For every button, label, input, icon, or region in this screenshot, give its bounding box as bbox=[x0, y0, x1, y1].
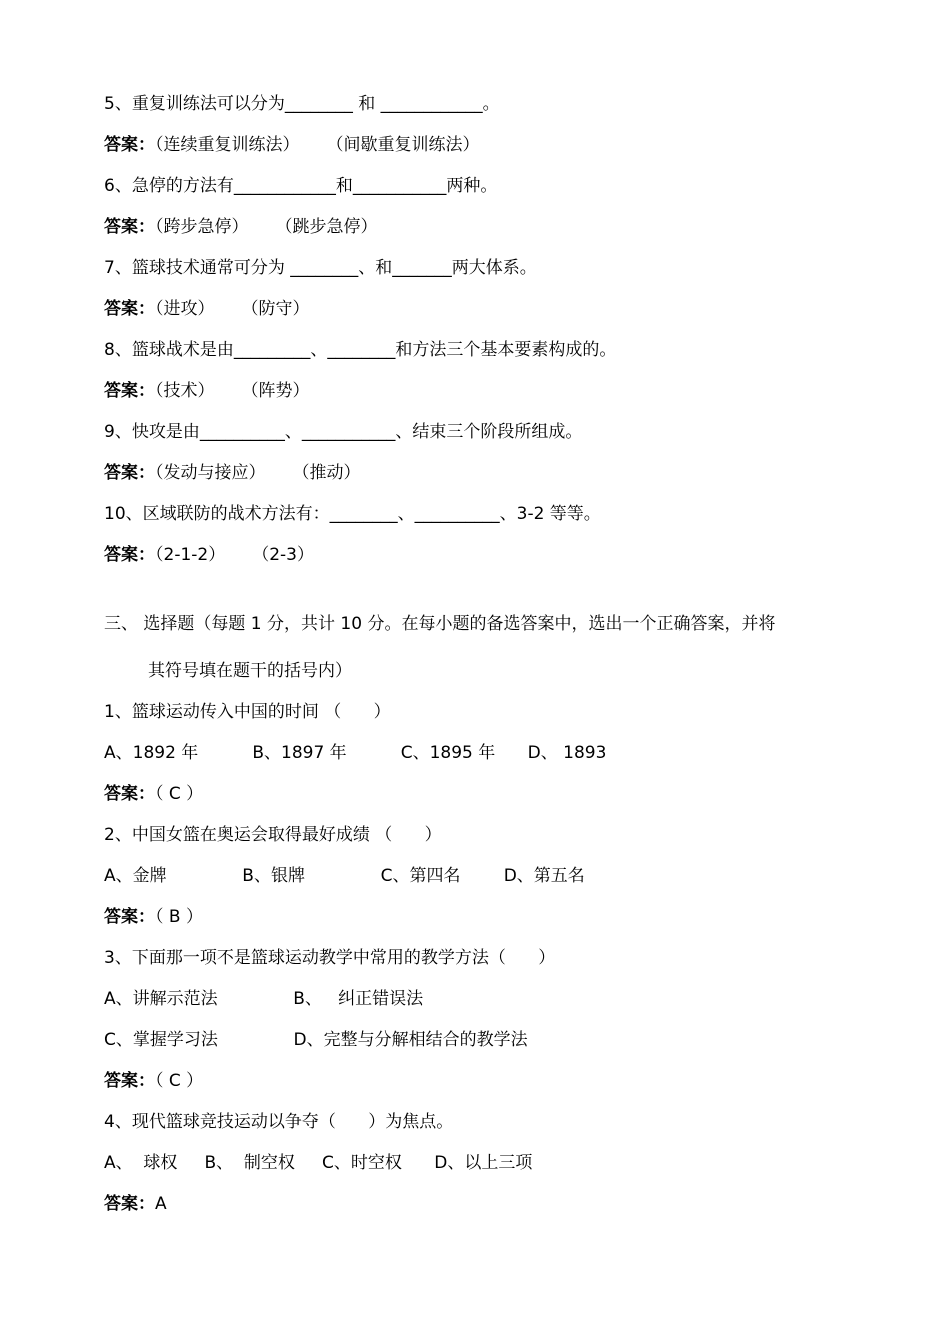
answer-label: 答案： bbox=[104, 135, 155, 155]
answer-label: 答案： bbox=[104, 1194, 155, 1214]
answer-6 bbox=[104, 215, 378, 239]
answer-text: （2-1-2） （2-3） bbox=[155, 545, 315, 565]
answer-text: （ C ） bbox=[155, 784, 204, 804]
answer-10 bbox=[104, 543, 314, 567]
choice-question-4: 4、现代篮球竞技运动以争夺（ ）为焦点。 bbox=[104, 1112, 454, 1132]
answer-label: 答案： bbox=[104, 784, 155, 804]
question-6: 6、急停的方法有____________和___________两种。 bbox=[104, 176, 498, 196]
answer-label: 答案： bbox=[104, 381, 155, 401]
section-heading-continued: 其符号填在题干的括号内） bbox=[148, 661, 352, 681]
choice-answer-2 bbox=[104, 905, 203, 929]
choice-options-1: A、1892 年 B、1897 年 C、1895 年 D、 1893 bbox=[104, 743, 607, 763]
answer-text: （跨步急停） （跳步急停） bbox=[155, 217, 378, 237]
choice-question-1: 1、篮球运动传入中国的时间 （ ） bbox=[104, 702, 391, 722]
answer-9 bbox=[104, 461, 361, 485]
question-5: 5、重复训练法可以分为________ 和 ____________。 bbox=[104, 94, 500, 114]
answer-8 bbox=[104, 379, 310, 403]
answer-label: 答案： bbox=[104, 299, 155, 319]
question-8: 8、篮球战术是由_________、________和方法三个基本要素构成的。 bbox=[104, 340, 617, 360]
choice-options-3b: C、掌握学习法 D、完整与分解相结合的教学法 bbox=[104, 1030, 528, 1050]
question-9: 9、快攻是由__________、___________、结束三个阶段所组成。 bbox=[104, 422, 583, 442]
question-7: 7、篮球技术通常可分为 ________、和_______两大体系。 bbox=[104, 258, 537, 278]
answer-label: 答案： bbox=[104, 907, 155, 927]
answer-text: （ C ） bbox=[155, 1071, 204, 1091]
choice-answer-3 bbox=[104, 1069, 203, 1093]
section-heading: 三、 选择题（每题 1 分，共计 10 分。在每小题的备选答案中，选出一个正确答案，并将 bbox=[104, 614, 776, 634]
choice-options-3a: A、讲解示范法 B、 纠正错误法 bbox=[104, 989, 424, 1009]
answer-label: 答案： bbox=[104, 1071, 155, 1091]
answer-text: （发动与接应） （推动） bbox=[155, 463, 361, 483]
answer-text: A bbox=[155, 1194, 167, 1214]
answer-text: （进攻） （防守） bbox=[155, 299, 310, 319]
answer-label: 答案： bbox=[104, 217, 155, 237]
answer-text: （连续重复训练法） （间歇重复训练法） bbox=[155, 135, 480, 155]
choice-answer-1 bbox=[104, 782, 203, 806]
choice-question-3: 3、下面那一项不是篮球运动教学中常用的教学方法（ ） bbox=[104, 948, 556, 968]
answer-5 bbox=[104, 133, 480, 157]
choice-options-2: A、金牌 B、银牌 C、第四名 D、第五名 bbox=[104, 866, 585, 886]
answer-text: （ B ） bbox=[155, 907, 203, 927]
choice-answer-4 bbox=[104, 1192, 167, 1216]
answer-7 bbox=[104, 297, 310, 321]
choice-options-4: A、 球权 B、 制空权 C、时空权 D、以上三项 bbox=[104, 1153, 533, 1173]
choice-question-2: 2、中国女篮在奥运会取得最好成绩 （ ） bbox=[104, 825, 442, 845]
answer-text: （技术） （阵势） bbox=[155, 381, 310, 401]
answer-label: 答案： bbox=[104, 463, 155, 483]
answer-label: 答案： bbox=[104, 545, 155, 565]
question-10: 10、区域联防的战术方法有：________、__________、3-2 等等。 bbox=[104, 504, 601, 524]
